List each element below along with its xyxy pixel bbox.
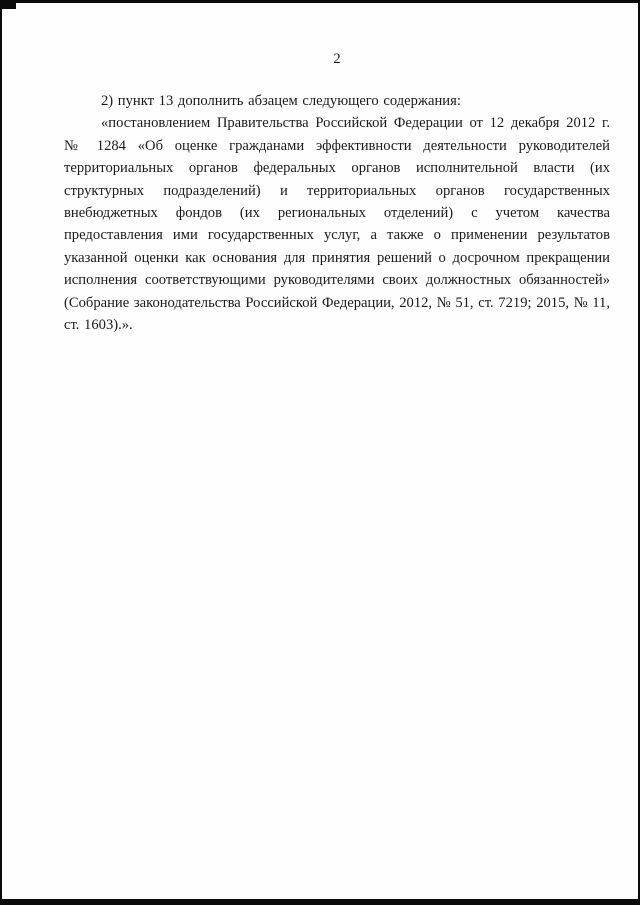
paragraph-body: «постановлением Правительства Российской Федерации от 12 декабря 2012 г. № 1284 «Об оценке гражданами эффективности деятельности руководителей территориальных органов федеральных органов исполнительной власти (их структурных подразделений) и территориальных органов государственных внебюджетных фондов (их региональных отделений) с учетом качества предоставления ими государственных услуг, а также о применении результатов указанной оценки как основания для принятия решений о досрочном прекращении исполнения соответствующими руководителями своих должностных обязанностей» (Собрание законодательства Российской Федерации, 2012, № 51, ст. 7219; 2015, № 11, ст. 1603).». <box>64 115 610 334</box>
scan-corner-artifact <box>2 3 16 9</box>
page-number: 2 <box>333 51 341 67</box>
page-content <box>64 51 610 336</box>
paragraph-intro: 2) пункт 13 дополнить абзацем следующего содержания: <box>101 93 461 109</box>
